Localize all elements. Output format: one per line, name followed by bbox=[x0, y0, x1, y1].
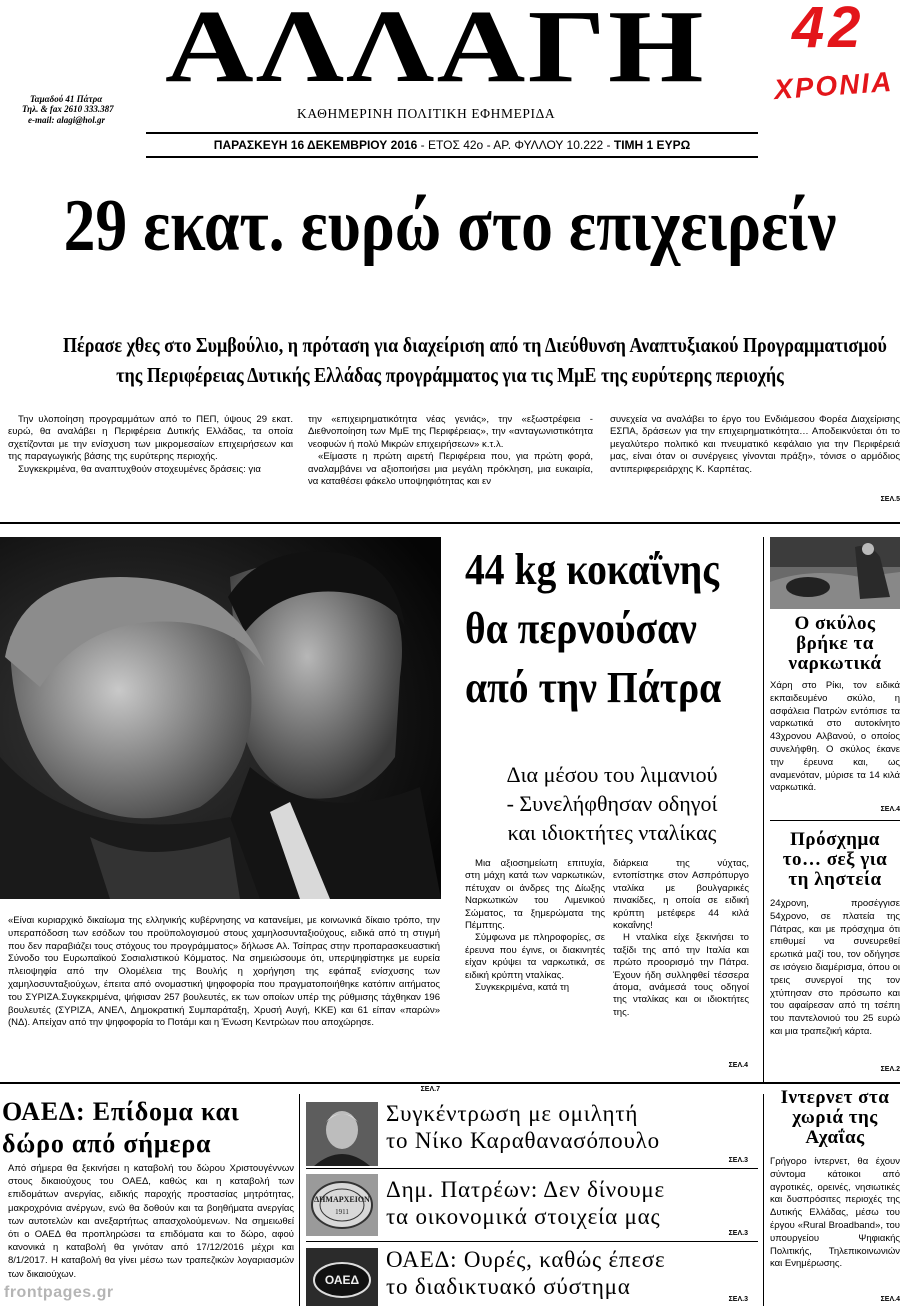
lead-col2-para2: «Είμαστε η πρώτη αιρετή Περιφέρεια που, για πρώτη φορά, αναλαμβάνει να αξιοποιήσει μια μεγάλη πρόκληση, μια ευκαιρία, να καταθέσει φάκελο υποψηφιότητας και εν bbox=[308, 451, 593, 488]
anniversary-badge bbox=[770, 0, 900, 110]
oaed-logo-text: ΟΑΕΔ bbox=[324, 1273, 360, 1287]
masthead-title: ΑΛΛΑΓΗ bbox=[165, 0, 706, 104]
brief-2-line2: τα οικονομικά στοιχεία μας bbox=[386, 1204, 661, 1229]
brief-3-logo bbox=[306, 1248, 378, 1306]
brief-1-photo bbox=[306, 1102, 378, 1166]
dog-photo bbox=[770, 537, 900, 609]
lead-col1-para1: Την υλοποίηση προγραμμάτων από το ΠΕΠ, ύψους 29 εκατ. ευρώ, θα αναλάβει η Περιφέρεια Δυτικής Ελλάδας, τα οποία σχετίζονται με την ενίσχυση των μικρομεσαίων επιχειρήσεων και της παραγωγικής βάσης της ευρύτερης περιοχής. bbox=[8, 414, 293, 463]
internet-page-ref: ΣΕΛ.4 bbox=[880, 1296, 900, 1303]
cocaine-headline-line3: από την Πάτρα bbox=[465, 663, 722, 712]
seal-text: ΔΗΜΑΡΧΕΙΟΝ bbox=[314, 1195, 370, 1204]
oaed-headline: ΟΑΕΔ: Επίδομα και δώρο από σήμερα bbox=[2, 1097, 240, 1158]
cocaine-col1-para1: Μια αξιοσημείωτη επιτυχία, στη μάχη κατά των ναρκωτικών, πέτυχαν οι άνδρες της Δίωξης Ναρκωτικών του Λιμενικού Σώματος, τα ξημερώματα της Πέμπτης. bbox=[465, 858, 605, 932]
address: Ταμαδού 41 Πάτρα bbox=[30, 94, 103, 104]
leaders-photo-image bbox=[0, 537, 441, 899]
brief-1-line1: Συγκέντρωση με ομιλητή bbox=[386, 1101, 639, 1126]
cocaine-col2-para1: διάρκεια της νύχτας, εντοπίστηκε στον Ασπρόπυργο νταλίκα με βουλγαρικές πινακίδες, η οποία σε ειδική κρύπτη μετέφερε 44 κιλά κοκαΐνης! bbox=[613, 858, 749, 932]
brief-2-rule bbox=[306, 1241, 758, 1242]
lead-col1-para2: Συγκεκριμένα, θα αναπτυχθούν στοχευμένες δράσεις: για bbox=[18, 463, 261, 475]
cocaine-deck-line3: και ιδιοκτήτες νταλίκας bbox=[507, 820, 717, 845]
briefs-left-rule bbox=[299, 1094, 300, 1306]
dog-headline: Ο σκύλος βρήκε τα ναρκωτικά bbox=[788, 613, 882, 674]
pretext-text: 24χρονη, προσέγγισε 54χρονο, σε πλατεία της Πάτρας, και με πρόσχημα ότι επιθυμεί να συνευρεθεί ερωτικά μαζί του, τον οδήγησε σε ισόγειο διαμέρισμα, όπου οι τρεις συνεργοί της τον χτύπησαν στο πρόσωπο και του αφαίρεσαν από τη τσέπη του παντελονιού του 25 ευρώ και μια τραπεζική κάρτα. bbox=[770, 898, 900, 1037]
dog-photo-image bbox=[770, 537, 900, 609]
seal-year: 1911 bbox=[335, 1208, 349, 1216]
cocaine-col1-para2: Σύμφωνα με πληροφορίες, σε έρευνα που έγινε, οι διακινητές είχαν κρύψει τα ναρκωτικά, σε ειδική κρύπτη νταλίκας. bbox=[465, 932, 605, 981]
photo-caption: «Είναι κυριαρχικό δικαίωμα της ελληνικής κυβέρνησης να κατανείμει, με κοινωνικά δίκαιο τρόπο, την υπεραπόδοση των εσόδων του προϋπολογισμού στους χαμηλοσυνταξιούχους, ειδικά από τη στιγμή που δεν παραβιάζει τους στόχους του προγράμματος» δήλωσε Αλ. Τσίπρας στην προπαρασκευαστική Σύνοδο του Ευρωπαϊκού Σοσιαλιστικού Κόμματος. Να σημειώσουμε ότι, υπερψηφίστηκε με ευρεία πλειοψηφία από την Ολομέλεια της Βουλής η χορήγηση της εφάπαξ ενίσχυσης των χαμηλοσυνταξιούχων, έπειτα από ονομαστική ψηφοφορία που πραγματοποιήθηκε κατόπιν αιτήματος του ΣΥΡΙΖΑ.Συγκεκριμένα, ψήφισαν 257 βουλευτές, εκ των οποίων υπέρ της ρύθμισης τάχθηκαν 196 βουλευτές (ΣΥΡΙΖΑ, ΑΝΕΛ, Δημοκρατική Συμπαράταξη, Χρυσή Αυγή, ΚΚΕ) και 61 είπαν «παρών» (ΝΔ). Απείχαν από την ψηφοφορία το Ποτάμι και η Ένωση Κεντρώων που αποχώρησε. bbox=[8, 915, 440, 1029]
cocaine-deck-line1: Δια μέσου του λιμανιού bbox=[506, 762, 718, 787]
oaed-logo-icon bbox=[306, 1248, 378, 1306]
town-hall-seal-icon bbox=[306, 1174, 378, 1236]
pretext-headline: Πρόσχημα το… σεξ για τη ληστεία bbox=[782, 829, 888, 890]
lead-headline: 29 εκατ. ευρώ στο επιχειρείν bbox=[63, 185, 837, 267]
brief-2-logo bbox=[306, 1174, 378, 1236]
brief-2-headline bbox=[386, 1176, 665, 1230]
brief-1-photo-image bbox=[306, 1102, 378, 1166]
cocaine-headline-line2: θα περνούσαν bbox=[465, 604, 697, 653]
pretext-page-ref: ΣΕΛ.2 bbox=[880, 1066, 900, 1073]
dateline-price: ΤΙΜΗ 1 ΕΥΡΩ bbox=[613, 138, 691, 152]
leaders-photo bbox=[0, 537, 441, 899]
cocaine-headline-line1: 44 kg κοκαΐνης bbox=[465, 545, 719, 594]
brief-2-line1: Δημ. Πατρέων: Δεν δίνουμε bbox=[386, 1177, 665, 1202]
brief-3-line1: ΟΑΕΔ: Ουρές, καθώς έπεσε bbox=[386, 1247, 666, 1272]
badge-number: 42 bbox=[792, 0, 865, 60]
masthead bbox=[0, 0, 900, 160]
lead-bottom-rule bbox=[0, 522, 900, 524]
right-sidebar-rule bbox=[763, 537, 764, 1082]
brief-3-line2: το διαδικτυακό σύστημα bbox=[386, 1274, 631, 1299]
brief-1-line2: το Νίκο Καραθανασόπουλο bbox=[386, 1128, 660, 1153]
brief-3-page-ref: ΣΕΛ.3 bbox=[728, 1296, 748, 1303]
dateline-bottom-rule bbox=[146, 156, 758, 158]
lead-page-ref: ΣΕΛ.5 bbox=[880, 496, 900, 503]
lead-column-1 bbox=[8, 414, 293, 476]
dateline-top-rule bbox=[146, 132, 758, 134]
email: e-mail: alagi@hol.gr bbox=[28, 115, 105, 125]
cocaine-col2-para2: Η νταλίκα είχε ξεκινήσει το ταξίδι της από την Ιταλία και πρώτο προορισμό την Πάτρα. Έχουν ήδη συλληφθεί τέσσερα άτομα, ανάμεσά τους οδηγοί της νταλίκας και οι ιδιοκτήτες της. bbox=[613, 932, 749, 1018]
lead-column-2 bbox=[308, 414, 593, 488]
lead-column-3 bbox=[610, 414, 900, 476]
cocaine-column-1 bbox=[465, 858, 605, 994]
oaed-text: Από σήμερα θα ξεκινήσει η καταβολή του δώρου Χριστουγέννων στους δικαιούχους του ΟΑΕΔ, καθώς και η καταβολή των επιδομάτων ανεργίας, ειδικής παροχής προστασίας μητρότητας, μακροχρόνια ανέργων, ενώ θα δοθούν και τα βοηθήματα ανεργίας των αυτοτελών και ανεξαρτήτως απασχολούμενων. Να σημειωθεί ότι ο ΟΑΕΔ θα προπληρώσει τα επιδόματα και το δώρο, αφού κανονικά η καταβολή θα γινόταν από 17/12/2016 μέχρι και 8/1/2017. Η καταβολή θα γίνει μέσω των τραπεζικών λογαριασμών των δικαιούχων. bbox=[8, 1163, 294, 1280]
lead-col2-para1: την «επιχειρηματικότητα νέας γενιάς», την «εξωστρέφεια - Διεθνοποίηση των ΜμΕ της Περιφέρειας», την «ανταγωνιστικότητα νεοφυών ή πολύ Μικρών επιχειρήσεων» κ.τ.λ. bbox=[308, 414, 593, 450]
lead-subhead bbox=[0, 330, 900, 390]
brief-1-rule bbox=[306, 1168, 758, 1169]
cocaine-deck bbox=[462, 760, 762, 847]
photo-page-ref: ΣΕΛ.7 bbox=[420, 1086, 440, 1093]
middle-horizontal-rule bbox=[0, 1082, 900, 1084]
lead-subhead-line1: Πέρασε χθες στο Συμβούλιο, η πρόταση για διαχείριση από τη Διεύθυνση Αναπτυξιακού Προγραμματισμού bbox=[63, 333, 887, 357]
cocaine-deck-line2: - Συνελήφθησαν οδηγοί bbox=[506, 791, 718, 816]
cocaine-column-2 bbox=[613, 858, 749, 1019]
internet-text: Γρήγορο ίντερνετ, θα έχουν σύντομα κάτοικοι από αγροτικές, ορεινές, νησιωτικές και δυσπρόσιτες περιοχές της Δυτικής Ελλάδας, μέσω του έργου «Rural Broadband», του υπουργείου Ψηφιακής Πολιτικής, Τηλεπικοινωνιών και Ενημέρωσης. bbox=[770, 1156, 900, 1270]
dateline-issue: - ΕΤΟΣ 42ο - ΑΡ. ΦΥΛΛΟΥ 10.222 - bbox=[417, 138, 614, 152]
cocaine-col1-para3: Συγκεκριμένα, κατά τη bbox=[475, 982, 570, 994]
masthead-subtitle: ΚΑΘΗΜΕΡΙΝΗ ΠΟΛΙΤΙΚΗ ΕΦΗΜΕΡΙΔΑ bbox=[297, 106, 556, 121]
watermark: frontpages.gr bbox=[4, 1284, 114, 1301]
brief-1-page-ref: ΣΕΛ.3 bbox=[728, 1157, 748, 1164]
badge-word: ΧΡΟΝΙΑ bbox=[773, 65, 895, 106]
dateline bbox=[146, 138, 758, 152]
briefs-right-rule bbox=[763, 1094, 764, 1306]
brief-2-page-ref: ΣΕΛ.3 bbox=[728, 1230, 748, 1237]
brief-1-headline bbox=[386, 1100, 660, 1154]
phone: Τηλ. & fax 2610 333.387 bbox=[22, 104, 114, 114]
internet-headline: Ιντερνετ στα χωριά της Αχαΐας bbox=[780, 1087, 890, 1148]
cocaine-page-ref: ΣΕΛ.4 bbox=[728, 1062, 748, 1069]
lead-col3-para1: συνεχεία να αναλάβει το έργο του Ενδιάμεσου Φορέα Διαχείρισης ΕΣΠΑ, δράσεων για την επιχειρηματικότητα… Αποδεικνύεται ότι το μεγαλύτερο πολιτικό και πνευματικό κεφάλαιο για την Περιφέρειά μας, είναι όταν οι συνέργειες γίνονται πράξη», τόνισε ο αρμόδιος αντιπεριφερειάρχης Κ. Καρπέτας. bbox=[610, 414, 900, 475]
dog-bottom-rule bbox=[770, 820, 900, 821]
dog-page-ref: ΣΕΛ.4 bbox=[880, 806, 900, 813]
lead-subhead-line2: της Περιφέρειας Δυτικής Ελλάδας προγράμματος για τις ΜμΕ της ευρύτερης περιοχής bbox=[116, 363, 784, 387]
cocaine-headline bbox=[465, 540, 750, 717]
dateline-date: ΠΑΡΑΣΚΕΥΗ 16 ΔΕΚΕΜΒΡΙΟΥ 2016 bbox=[213, 138, 418, 152]
brief-3-headline bbox=[386, 1246, 665, 1300]
dog-text: Χάρη στο Ρίκι, τον ειδικά εκπαιδευμένο σκύλο, η ασφάλεια Πατρών εντόπισε τα ναρκωτικά στο αυτοκίνητο 43χρονου Αλβανού, ο οποίος συνελήφθη. Ο σκύλος έκανε την έρευνα και, ως αναμενόταν, μύρισε τα 14 κιλά ναρκωτικά. bbox=[770, 680, 900, 794]
